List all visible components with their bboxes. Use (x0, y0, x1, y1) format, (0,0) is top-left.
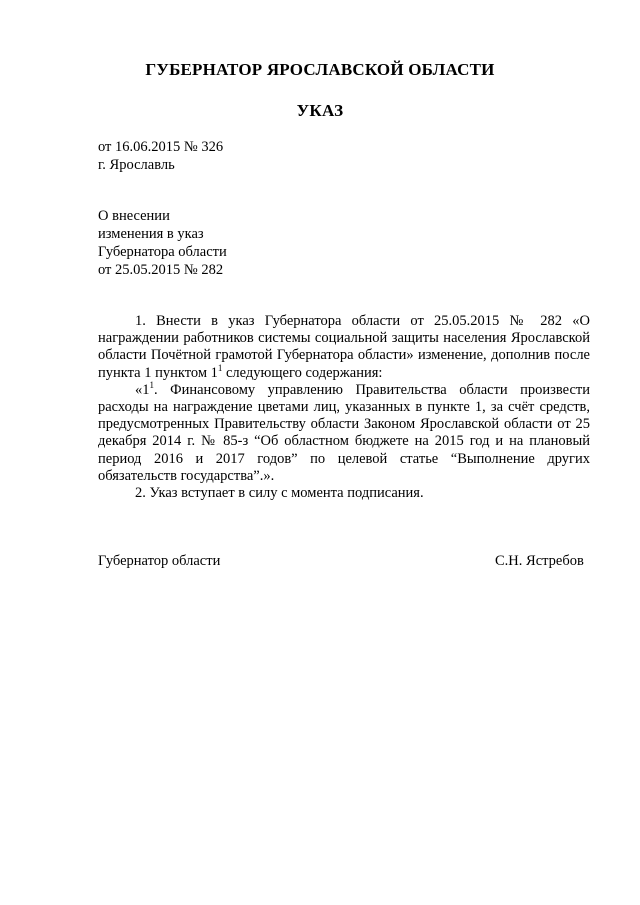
subject-line: Губернатора области (98, 244, 227, 260)
signatory-name: С.Н. Ястребов (495, 553, 584, 569)
paragraph-2 (98, 379, 590, 485)
signatory-position: Губернатор области (98, 553, 221, 569)
document-body (98, 313, 590, 502)
issuing-authority: ГУБЕРНАТОР ЯРОСЛАВСКОЙ ОБЛАСТИ (145, 60, 495, 79)
paragraph-3: 2. Указ вступает в силу с момента подписания. (135, 485, 424, 502)
subject-line: О внесении (98, 208, 170, 224)
superscript: 1 (217, 362, 223, 373)
city: г. Ярославль (98, 157, 175, 173)
paragraph-1 (98, 313, 590, 382)
document-type: УКАЗ (296, 101, 344, 120)
paragraph-2-start: «1 (135, 381, 150, 398)
date-number: от 16.06.2015 № 326 (98, 139, 224, 155)
superscript: 1 (149, 379, 154, 390)
subject-line: изменения в указ (98, 226, 204, 242)
paragraph-1-tail: следующего содержания: (222, 364, 383, 381)
paragraph-2-text: . Финансовому управлению Правительства области произвести расходы на награждение цветами лиц, указанных в пункте 1, за счёт средств, предусмотренных Правительству области Законом Ярославской области от 25 декабря 2014 г. № 85-з “Об областном бюджете на 2015 год и на плановый период 2016 и 2017 годов” по целевой статье “Выполнение других обязательств государства”.». (98, 381, 590, 484)
paragraph-1-text: 1. Внести в указ Губернатора области от 25.05.2015 № 282 «О награждении работников системы социальной защиты населения Ярославской области Почётной грамотой Губернатора области» изменение, дополнив после пункта 1 пунктом 1 (98, 313, 590, 381)
subject-line: от 25.05.2015 № 282 (98, 262, 224, 278)
